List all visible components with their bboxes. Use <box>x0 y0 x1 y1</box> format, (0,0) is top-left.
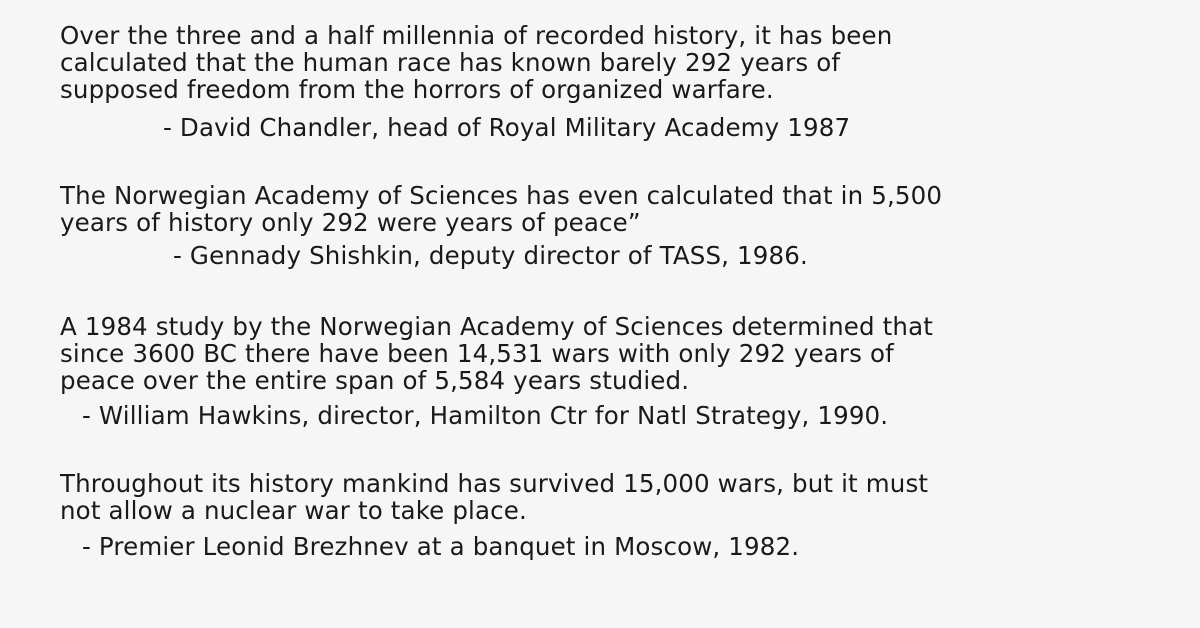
quote-line: The Norwegian Academy of Sciences has even calculated that in 5,500 <box>60 181 943 210</box>
quote-line: Throughout its history mankind has survived 15,000 wars, but it must <box>60 469 929 498</box>
quote-line: peace over the entire span of 5,584 years studied. <box>60 366 690 395</box>
quote-block-hawkins <box>60 312 1170 430</box>
quote-block-shishkin <box>60 181 1170 270</box>
quote-line: Over the three and a half millennia of recorded history, it has been <box>60 21 893 50</box>
quote-line: years of history only 292 were years of peace” <box>60 208 641 237</box>
quote-line: A 1984 study by the Norwegian Academy of Sciences determined that <box>60 312 934 341</box>
quote-attribution: - Premier Leonid Brezhnev at a banquet in Moscow, 1982. <box>82 532 800 561</box>
quote-attribution: - David Chandler, head of Royal Military Academy 1987 <box>163 113 851 142</box>
quote-line: supposed freedom from the horrors of organized warfare. <box>60 75 774 104</box>
quote-block-brezhnev <box>60 469 1170 561</box>
quote-attribution: - William Hawkins, director, Hamilton Ctr for Natl Strategy, 1990. <box>82 401 889 430</box>
quote-line: since 3600 BC there have been 14,531 wars with only 292 years of <box>60 339 894 368</box>
quote-line: not allow a nuclear war to take place. <box>60 496 527 525</box>
quote-attribution: - Gennady Shishkin, deputy director of TASS, 1986. <box>173 241 808 270</box>
quote-block-chandler <box>60 21 1170 142</box>
quote-line: calculated that the human race has known barely 292 years of <box>60 48 841 77</box>
